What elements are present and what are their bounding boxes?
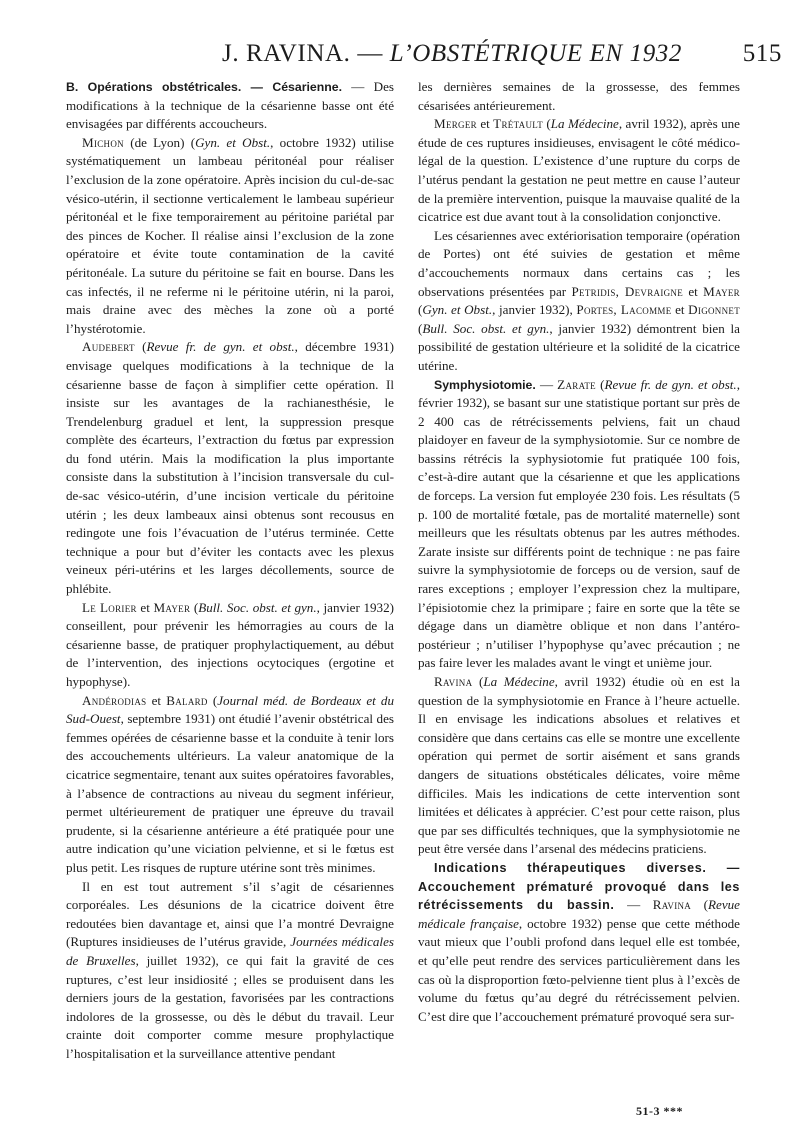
paragraph-michon: Michon (de Lyon) (Gyn. et Obst., octobre 1932) utilise systématiquement un lambeau péritonéal pour réaliser l’exclusion de la zone opératoire. Après incision du cul-de-sac vésico-utérin, il sectionne verticalement le lambeau supérieur péritonéal et le fixe temporairement au péritoine pariétal par des pinces de Kocher. Il réalise ainsi l’exclusion de la zone opératoire et évite toute contamination de la cavité péritonéale. La suture du péritoine se fait en bourse. Dans les cas infectés, il ne referme ni le péritoine utérin, ni la paroi, mais draine avec des mèches la zone où a porté l’hystérotomie.	[66, 134, 394, 336]
paragraph-audebert: Audebert (Revue fr. de gyn. et obst., décembre 1931) envisage quelques modifications à la technique de la césarienne basse de façon à simplifier cette opération. Il insiste sur les avantages de la rachianesthésie, le Trendelenburg graduel et lent, la suppression presque complète des écarteurs, l’extraction du fœtus par expression du fond utérin. Mais la modification la plus importante consiste dans la substitution à l’incision transversale du cul-de-sac vésico-utérin, d’une incision verticale du péritoine utérin ; les deux lambeaux ainsi obtenus sont recousus en redingote une fois l’évacuation de l’utérus terminée. Cette technique a pour but d’éviter les contacts avec les plexus veineux péri-utérins et les larges décollements, source de phlébite.	[66, 339, 394, 597]
author-name: Mayer	[153, 599, 191, 615]
running-title-italic: L’OBSTÉTRIQUE EN 1932	[389, 40, 683, 67]
author-name: Digonnet	[688, 302, 741, 318]
paragraph-merger: Merger et Trétault (La Médecine, avril 1932), après une étude de ces ruptures insidieuses, envisagent le côté médico-légal de la question. L’existence d’une rupture du corps de l’utérus pendant la gestation ne peut mettre en cause l’auteur de la première intervention, puisque la mauvaise qualité de la cicatrice est due avant tout à la consolidation conjonctive.	[418, 116, 740, 225]
journal-ref: Revue fr. de gyn. et obst.	[604, 376, 737, 392]
journal-ref: Bull. Soc. obst. et gyn.	[422, 320, 550, 336]
section-heading: Symphysiotomie.	[434, 377, 536, 392]
page-number: 515	[742, 40, 782, 67]
paragraph-symphysiotomie: Symphysiotomie. — Zarate (Revue fr. de gyn. et obst., février 1932), se basant sur une statistique portant sur près de 2 400 cas de rétrécissements pelviens, fait un chaud plaidoyer en faveur de la symphysiotomie. Sur ce nombre de bassins rétrécis la syphysiotomie fut pratiquée 100 fois, c’est-à-dire autant que la césarienne et que les applications de forceps. La version fut employée 230 fois. Les résultats (5 p. 100 de mortalité fœtale, pas de mortalité maternelle) sont meilleurs que les résultats obtenus par les autres méthodes. Zarate insiste sur différents point de technique : ne pas faire suivre la symphysiotomie de forceps ou de version, sauf de rares exceptions ; employer l’expression chez la multipare, l’épisiotomie chez la primipare ; faire en sorte que la tête se dégage dans un diamètre oblique et non dans l’antéro-postérieur ; n’utiliser l’hypophyse qu’avec précaution ; ne pas faire lever les malades avant le vingt et unième jour.	[418, 376, 740, 671]
running-head	[222, 40, 782, 70]
author-name: Zarate	[557, 376, 596, 392]
author-name: Mayer	[703, 283, 740, 299]
author-name: Balard	[166, 692, 208, 708]
paragraph-cesarienne-intro: B. Opérations obstétricales. — Césarienne. — Des modifications à la technique de la césarienne basse ont été envisagées par différents accoucheurs.	[66, 79, 394, 132]
paragraph-continuation: les dernières semaines de la grossesse, des femmes césarisées antérieurement.	[418, 79, 740, 113]
author-name: Merger	[434, 116, 477, 132]
signature-mark: 51-3 ***	[636, 1104, 683, 1118]
journal-ref: Journal méd. de Bordeaux et du Sud-Ouest	[66, 692, 395, 727]
paragraph-corporeales: Il en est tout autrement s’il s’agit de césariennes corporéales. Les désunions de la cicatrice doivent être redoutées bien davantage et, ainsi que l’a montré Devraigne (Ruptures insidieuses de l’utérus gravide, Journées médicales de Bruxelles, juillet 1932), ce qui fait la gravité de ces ruptures, c’est leur insidiosité ; elles se produisent dans les derniers jours de la gestation, favorisées par les contractions indolores de la grossesse, ou dès le début du travail. Leur crainte doit comporter comme mesure prophylactique l’hospitalisation et la surveillance attentive pendant	[66, 878, 394, 1061]
paragraph-anderodias: Andérodias et Balard (Journal méd. de Bordeaux et du Sud-Ouest, septembre 1931) ont étudié l’avenir obstétrical des femmes opérées de césarienne basse et la conduite à tenir lors des accouchements ultérieurs. La valeur anatomique de la cicatrice segmentaire, tenant aux suites opératoires favorables, à l’absence de contractions au niveau du segment inférieur, permet ultérieurement de pratiquer une épreuve du travail prudente, si la césarienne antérieure a été pratiquée pour une autre indication qu’une viciation pelvienne, et si le fœtus est plus petit. Les risques de rupture utérine sont très minimes.	[66, 692, 395, 875]
author-name: Petridis, Devraigne	[571, 283, 684, 299]
right-column	[418, 78, 740, 1026]
journal-ref: Revue fr. de gyn. et obst.	[146, 339, 295, 355]
journal-ref: Journées médicales de Bruxelles	[66, 934, 394, 968]
running-title: J. RAVINA. — L’OBSTÉTRIQUE EN 1932	[222, 40, 683, 67]
paragraph-le-lorier: Le Lorier et Mayer (Bull. Soc. obst. et gyn., janvier 1932) conseillent, pour prévenir les hémorragies au cours de la césarienne basse, de pratiquer prophylactiquement, au début de l’intervention, des injections ocytociques (ergotine et hypophyse).	[66, 599, 394, 689]
author-name: Portes, Lacomme	[576, 302, 672, 318]
author-name: Audebert	[82, 339, 135, 355]
journal-ref: La Médecine	[483, 674, 555, 689]
journal-ref: Gyn. et Obst.	[195, 134, 271, 150]
author-name: Michon	[82, 134, 124, 150]
section-heading: Indications thérapeutiques diverses. — Accouchement prématuré provoqué dans les rétrécissements du bassin.	[418, 860, 740, 913]
paragraph-indications: Indications thérapeutiques diverses. — Accouchement prématuré provoqué dans les rétrécissements du bassin. — Ravina (Revue médicale française, octobre 1932) pense que cette méthode vaut mieux que l’oubli profond dans lequel elle est tombée, et qu’elle peut rendre des services particulièrement dans les cas où la disproportion fœto-pelvienne tient plus à l’excès de volume du fœtus qu’au degré du rétrécissement pelvien. C’est dire que l’accouchement prématuré provoqué sera sur-	[418, 860, 740, 1024]
journal-ref: Gyn. et Obst.	[422, 302, 493, 318]
section-heading: B. Opérations obstétricales. — Césarienne.	[66, 80, 343, 94]
author-name: Andérodias	[82, 692, 147, 708]
journal-ref: La Médecine	[550, 116, 619, 132]
author-name: Ravina	[652, 897, 692, 913]
paragraph-ravina-medecine: Ravina (La Médecine, avril 1932) étudie où en est la question de la symphysiotomie en France à l’heure actuelle. Il en envisage les indications absolues et relatives et considère que dans certains cas elle se montre une excellente opération qui permet de sortir aisément et sans grands dangers de situations obstéticales délicates, voire même difficiles. Mais les indications de cette intervention sont limitées et délicates à apprécier. C’est pour cette raison, plus que par ses difficultés techniques, que la symphysiotomie ne peut être versée dans l’arsenal des médecins praticiens.	[418, 674, 740, 857]
author-name: Ravina	[434, 674, 473, 689]
author-name: Trétault	[493, 116, 544, 132]
journal-ref: Revue médicale française	[418, 897, 740, 931]
left-column	[66, 78, 394, 1063]
journal-ref: Bull. Soc. obst. et gyn.	[198, 599, 317, 615]
paragraph-exteriorisation: Les césariennes avec extériorisation temporaire (opération de Portes) ont été suivies de gestation et même d’accouchements normaux dans certains cas ; les observations présentées par Petridis, Devraigne et Mayer (Gyn. et Obst., janvier 1932), Portes, Lacomme et Digonnet (Bull. Soc. obst. et gyn., janvier 1932) démontrent bien la possibilité de gestation ultérieure et la solidité de la cicatrice utérine.	[418, 227, 741, 373]
author-name: Le Lorier	[82, 599, 137, 615]
